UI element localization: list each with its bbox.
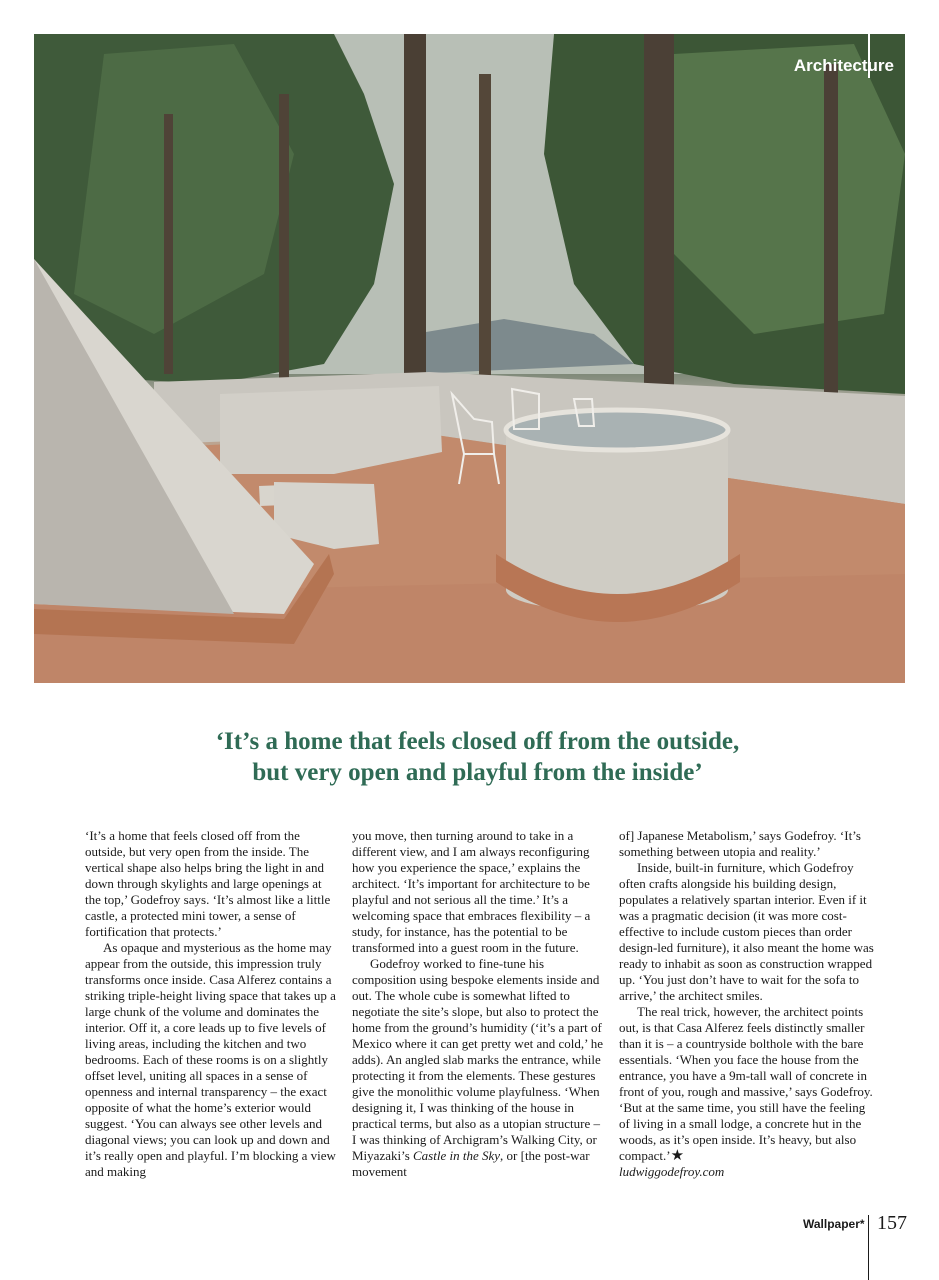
page-number: 157 — [877, 1212, 907, 1234]
pull-quote-line: ‘It’s a home that feels closed off from the outside, — [215, 728, 740, 755]
website-credit — [619, 1164, 874, 1180]
book-title: Castle in the Sky — [413, 1148, 501, 1163]
paragraph-text: The real trick, however, the architect points out, is that Casa Alferez feels distinctly smaller than it is – a countryside bolthole with the bare essentials. ‘When you face the house from the entrance, you have a 9m-tall wall of concrete in front of you, rough and massive,’ says Godefroy. ‘But at the same time, you still have the feeling of living in a small lodge, a concrete hut in the woods, as it’s open inside. It’s heavy, but also compact.’ — [619, 1004, 873, 1163]
paragraph — [619, 1004, 874, 1164]
paragraph — [352, 956, 607, 1180]
tree-trunk — [164, 114, 173, 374]
tree-trunk — [279, 94, 289, 384]
tree-trunk — [644, 34, 674, 394]
paragraph: ‘It’s a home that feels closed off from the outside, but very open from the inside. The vertical shape also helps bring the light in and down through skylights and large openings at the top,’ Godefroy says. ‘It’s almost like a little castle, a protected mini tower, a sense of fortification that protects.’ — [85, 828, 331, 939]
article-column-3 — [619, 828, 874, 1180]
paragraph-text: , or [the post-war movement — [352, 1148, 590, 1179]
magazine-brand: Wallpaper* — [803, 1217, 865, 1231]
paragraph: Inside, built-in furniture, which Godefroy often crafts alongside his building design, populates a relatively spartan interior. Even if it was a pragmatic decision (it was more cost-effective to include custom pieces than order design-led furniture), it also meant the home was ready to inhabit as soon as construction wrapped up. ‘You just don’t have to wait for the sofa to arrive,’ the architect smiles. — [619, 860, 874, 1003]
article-column-1 — [85, 828, 340, 1180]
paragraph: of] Japanese Metabolism,’ says Godefroy. ‘It’s something between utopia and reality.’ — [619, 828, 861, 859]
tree-trunk — [824, 64, 838, 394]
pull-quote-line: but very open and playful from the inside’ — [252, 759, 703, 786]
paragraph: you move, then turning around to take in a different view, and I am always reconfiguring how you experience the space,’ explains the architect. ‘It’s important for architecture to be playful and not serious all the time.’ It’s a welcoming space that embraces flexibility – a study, for instance, has the potential to be transformed into a guest room in the future. — [352, 828, 591, 955]
tree-trunk — [479, 74, 491, 379]
rooftop-terrace-photo — [34, 34, 905, 683]
pull-quote — [100, 726, 855, 788]
article-column-2 — [352, 828, 607, 1180]
paragraph: As opaque and mysterious as the home may appear from the outside, this impression truly transforms once inside. Casa Alferez contains a striking triple-height living space that takes up a large chunk of the volume and dominates the interior. Off it, a core leads up to five levels of living areas, including the kitchen and two bedrooms. Each of these rooms is on a slightly offset level, uniting all spaces in a sense of openness and internal transparency – the exact opposite of what the home’s exterior would suggest. ‘You can always see other levels and diagonal views; you can look up and down and it’s really open and playful. I’m blocking a view and making — [85, 940, 336, 1179]
round-skylight-drum — [506, 430, 728, 590]
paragraph-text: Godefroy worked to fine-tune his composition using bespoke elements inside and out. The whole cube is somewhat lifted to negotiate the site’s slope, but also to protect the home from the ground’s humidity (‘it’s a part of Mexico where it can get pretty wet and cold,’ he adds). An angled slab marks the entrance, while protecting it from the elements. These gestures give the monolithic volume playfulness. ‘When designing it, I was thinking of the house in practical terms, but also as a utopian structure – I was thinking of Archigram’s Walking City, or Miyazaki’s — [352, 956, 603, 1163]
section-label: Architecture — [793, 56, 894, 75]
end-mark-icon: ★ — [670, 1148, 685, 1164]
tree-trunk — [404, 34, 426, 379]
photo-illustration — [34, 34, 905, 683]
footer-rule — [868, 1215, 869, 1280]
website-link: ludwiggodefroy.com — [619, 1164, 725, 1179]
